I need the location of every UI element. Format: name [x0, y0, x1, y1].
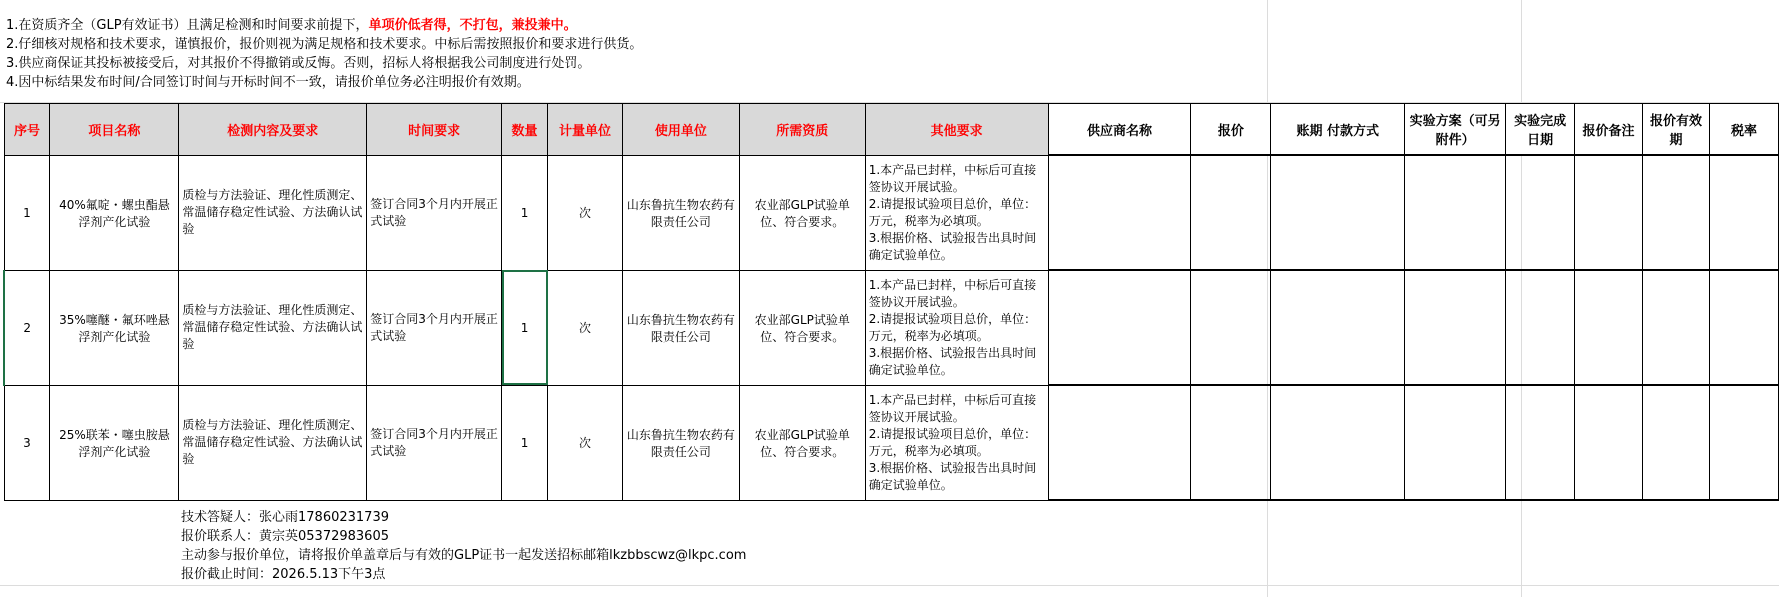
header-qty[interactable]: 数量 — [502, 104, 548, 156]
table-row — [4, 385, 1779, 500]
header-finish[interactable]: 实验完成日期 — [1506, 104, 1575, 156]
cell-plan[interactable] — [1405, 385, 1506, 500]
cell-user[interactable]: 山东鲁抗生物农药有限责任公司 — [622, 270, 739, 385]
cell-time[interactable]: 签订合同3个月内开展正式试验 — [367, 155, 502, 270]
header-supplier[interactable]: 供应商名称 — [1048, 104, 1191, 156]
other-line: 1.本产品已封样，中标后可直接签协议开展试验。 — [868, 162, 1037, 194]
cell-unit[interactable]: 次 — [548, 155, 623, 270]
header-validity[interactable]: 报价有效期 — [1643, 104, 1710, 156]
header-seq[interactable]: 序号 — [4, 104, 50, 156]
cell-payment[interactable] — [1271, 385, 1405, 500]
cell-remark[interactable] — [1575, 155, 1643, 270]
tender-table — [3, 103, 1779, 501]
cell-payment[interactable] — [1271, 270, 1405, 385]
deadline[interactable]: 报价截止时间：2026.5.13下午3点 — [181, 567, 386, 582]
cell-qty-selected[interactable]: 1 — [502, 270, 548, 385]
cell-finish[interactable] — [1506, 385, 1575, 500]
note-1-highlight: 单项价低者得，不打包，兼投兼中。 — [368, 18, 577, 33]
cell-user[interactable]: 山东鲁抗生物农药有限责任公司 — [622, 155, 739, 270]
cell-finish[interactable] — [1506, 270, 1575, 385]
cell-user[interactable]: 山东鲁抗生物农药有限责任公司 — [622, 385, 739, 500]
cell-supplier[interactable] — [1048, 385, 1191, 500]
cell-qty[interactable]: 1 — [502, 155, 548, 270]
header-content[interactable]: 检测内容及要求 — [179, 104, 367, 156]
cell-qty[interactable]: 1 — [502, 385, 548, 500]
cell-content[interactable]: 质检与方法验证、理化性质测定、常温储存稳定性试验、方法确认试验 — [179, 385, 367, 500]
cell-price[interactable] — [1191, 385, 1271, 500]
cell-tax[interactable] — [1709, 155, 1778, 270]
cell-seq[interactable]: 3 — [4, 385, 50, 500]
cell-validity[interactable] — [1643, 270, 1710, 385]
cell-validity[interactable] — [1643, 385, 1710, 500]
cell-tax[interactable] — [1709, 385, 1778, 500]
cell-plan[interactable] — [1405, 270, 1506, 385]
header-plan[interactable]: 实验方案（可另附件） — [1405, 104, 1506, 156]
cell-project[interactable]: 40%氟啶・螺虫酯悬浮剂产化试验 — [50, 155, 179, 270]
cell-qual[interactable]: 农业部GLP试验单位、符合要求。 — [739, 155, 865, 270]
header-project[interactable]: 项目名称 — [50, 104, 179, 156]
cell-unit[interactable]: 次 — [548, 385, 623, 500]
header-unit[interactable]: 计量单位 — [548, 104, 623, 156]
cell-supplier[interactable] — [1048, 155, 1191, 270]
cell-time[interactable]: 签订合同3个月内开展正式试验 — [367, 270, 502, 385]
other-line: 2.请提报试验项目总价，单位：万元，税率为必填项。 — [868, 311, 1037, 343]
cell-tax[interactable] — [1709, 270, 1778, 385]
cell-price[interactable] — [1191, 155, 1271, 270]
cell-other[interactable] — [865, 155, 1048, 270]
table-row — [4, 270, 1779, 385]
cell-supplier[interactable] — [1048, 270, 1191, 385]
header-user[interactable]: 使用单位 — [622, 104, 739, 156]
cell-content[interactable]: 质检与方法验证、理化性质测定、常温储存稳定性试验、方法确认试验 — [179, 155, 367, 270]
cell-price[interactable] — [1191, 270, 1271, 385]
cell-other[interactable] — [865, 270, 1048, 385]
grid-line — [0, 585, 1779, 586]
other-line: 3.根据价格、试验报告出具时间确定试验单位。 — [868, 460, 1037, 492]
header-payment[interactable]: 账期 付款方式 — [1271, 104, 1405, 156]
cell-seq[interactable]: 1 — [4, 155, 50, 270]
cell-payment[interactable] — [1271, 155, 1405, 270]
quote-contact[interactable]: 报价联系人：黄宗英05372983605 — [181, 529, 389, 544]
cell-project[interactable]: 35%噻醚・氟环唑悬浮剂产化试验 — [50, 270, 179, 385]
cell-finish[interactable] — [1506, 155, 1575, 270]
cell-project[interactable]: 25%联苯・噻虫胺悬浮剂产化试验 — [50, 385, 179, 500]
note-4[interactable]: 4.因中标结果发布时间/合同签订时间与开标时间不一致，请报价单位务必注明报价有效期。 — [6, 75, 530, 90]
header-qual[interactable]: 所需资质 — [739, 104, 865, 156]
header-time[interactable]: 时间要求 — [367, 104, 502, 156]
note-3[interactable]: 3.供应商保证其投标被接受后，对其报价不得撤销或反悔。否则，招标人将根据我公司制度进行处罚。 — [6, 56, 591, 71]
header-price[interactable]: 报价 — [1191, 104, 1271, 156]
notes-block — [6, 16, 642, 92]
cell-remark[interactable] — [1575, 385, 1643, 500]
other-line: 3.根据价格、试验报告出具时间确定试验单位。 — [868, 345, 1037, 377]
cell-unit[interactable]: 次 — [548, 270, 623, 385]
cell-qual[interactable]: 农业部GLP试验单位、符合要求。 — [739, 270, 865, 385]
note-1[interactable] — [6, 16, 642, 35]
header-other[interactable]: 其他要求 — [865, 104, 1048, 156]
table-row — [4, 155, 1779, 270]
cell-qual[interactable]: 农业部GLP试验单位、符合要求。 — [739, 385, 865, 500]
cell-remark[interactable] — [1575, 270, 1643, 385]
header-tax[interactable]: 税率 — [1709, 104, 1778, 156]
cell-content[interactable]: 质检与方法验证、理化性质测定、常温储存稳定性试验、方法确认试验 — [179, 270, 367, 385]
cell-plan[interactable] — [1405, 155, 1506, 270]
tech-contact[interactable]: 技术答疑人：张心雨17860231739 — [181, 510, 389, 525]
cell-other[interactable] — [865, 385, 1048, 500]
other-line: 1.本产品已封样，中标后可直接签协议开展试验。 — [868, 277, 1037, 309]
cell-validity[interactable] — [1643, 155, 1710, 270]
header-row — [4, 104, 1779, 156]
email-instruction[interactable]: 主动参与报价单位，请将报价单盖章后与有效的GLP证书一起发送招标邮箱lkzbbscwz@lkpc.com — [181, 548, 747, 563]
note-1-text: 1.在资质齐全（GLP有效证书）且满足检测和时间要求前提下， — [6, 18, 369, 33]
note-2[interactable]: 2.仔细核对规格和技术要求，谨慎报价，报价则视为满足规格和技术要求。中标后需按照报价和要求进行供货。 — [6, 37, 643, 52]
header-remark[interactable]: 报价备注 — [1575, 104, 1643, 156]
other-line: 2.请提报试验项目总价，单位：万元，税率为必填项。 — [868, 426, 1037, 458]
other-line: 2.请提报试验项目总价，单位：万元，税率为必填项。 — [868, 196, 1037, 228]
contacts-block — [181, 508, 746, 584]
other-line: 3.根据价格、试验报告出具时间确定试验单位。 — [868, 230, 1037, 262]
cell-time[interactable]: 签订合同3个月内开展正式试验 — [367, 385, 502, 500]
cell-seq[interactable]: 2 — [4, 270, 50, 385]
other-line: 1.本产品已封样，中标后可直接签协议开展试验。 — [868, 392, 1037, 424]
